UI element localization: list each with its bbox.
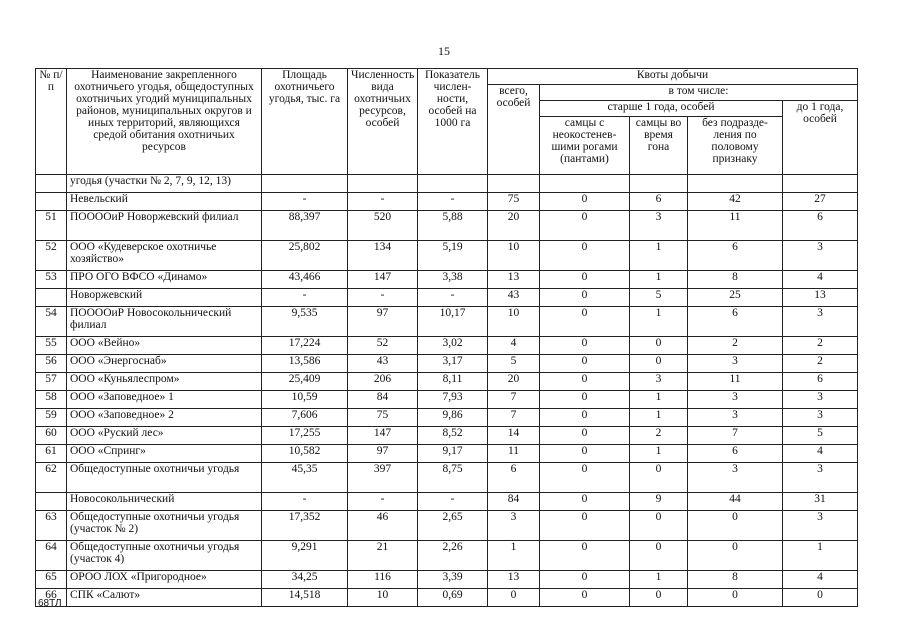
cell-area: 10,582 [262,445,348,463]
cell-c2: 1 [630,307,688,337]
cell-c3 [688,175,783,193]
cell-total: 20 [488,373,540,391]
cell-n: 61 [36,445,67,463]
cell-dens: 0,69 [418,589,488,607]
table-row [36,463,858,493]
cell-dens: 3,39 [418,571,488,589]
cell-area [262,175,348,193]
cell-c2: 1 [630,445,688,463]
cell-name: Новосокольнический [67,493,262,511]
header-count: Численность вида охотничьих ресурсов, особей [348,69,418,175]
cell-dens: - [418,289,488,307]
table-row [36,355,858,373]
cell-name: ООО «Энергоснаб» [67,355,262,373]
cell-c2: 3 [630,373,688,391]
cell-dens: 5,19 [418,241,488,271]
table-row [36,211,858,241]
cell-name: Общедоступные охотничьи угодья (участок № 2) [67,511,262,541]
cell-c4: 31 [783,493,858,511]
table-row [36,571,858,589]
cell-dens: 2,65 [418,511,488,541]
cell-n [36,493,67,511]
cell-c1: 0 [540,427,630,445]
table-row [36,175,858,193]
cell-c1: 0 [540,589,630,607]
cell-c2: 1 [630,241,688,271]
cell-dens: 3,02 [418,337,488,355]
cell-c3: 6 [688,307,783,337]
cell-c4: 3 [783,307,858,337]
cell-c3: 2 [688,337,783,355]
table-row [36,511,858,541]
header-older: старше 1 года, особей [540,101,783,117]
cell-c1: 0 [540,409,630,427]
cell-name: Общедоступные охотничьи угодья (участок 4) [67,541,262,571]
cell-c2: 0 [630,337,688,355]
cell-c1 [540,175,630,193]
cell-c3: 11 [688,211,783,241]
quota-table [35,68,858,607]
cell-c1: 0 [540,373,630,391]
cell-name: ООО «Кудеверское охотничье хозяйство» [67,241,262,271]
cell-c3: 11 [688,373,783,391]
cell-total: 10 [488,307,540,337]
cell-c4: 2 [783,355,858,373]
cell-area: 34,25 [262,571,348,589]
cell-c2: 0 [630,355,688,373]
cell-c4: 4 [783,445,858,463]
cell-name: ООО «Куньялеспром» [67,373,262,391]
cell-c3: 3 [688,463,783,493]
cell-dens: 3,38 [418,271,488,289]
table-row [36,337,858,355]
cell-name: Новоржевский [67,289,262,307]
table-row [36,289,858,307]
cell-c2: 0 [630,589,688,607]
cell-c1: 0 [540,571,630,589]
cell-c3: 8 [688,571,783,589]
cell-count: 134 [348,241,418,271]
table-row [36,391,858,409]
cell-c3: 7 [688,427,783,445]
cell-name: Общедоступные охотничьи угодья [67,463,262,493]
cell-total: 7 [488,409,540,427]
cell-c1: 0 [540,289,630,307]
cell-c4: 3 [783,409,858,427]
cell-area: 17,224 [262,337,348,355]
cell-c1: 0 [540,493,630,511]
cell-n: 55 [36,337,67,355]
cell-total: 0 [488,589,540,607]
cell-count: 397 [348,463,418,493]
cell-c3: 25 [688,289,783,307]
cell-n: 64 [36,541,67,571]
cell-c4: 3 [783,463,858,493]
cell-c2: 9 [630,493,688,511]
cell-c1: 0 [540,307,630,337]
cell-c2: 2 [630,427,688,445]
cell-area: 88,397 [262,211,348,241]
header-name: Наименование закрепленного охотничьего угодья, общедоступных охотничьих угодий муниципальных районов, муниципальных округов и иных территорий, являющихся средой обитания охотничьих ресурсов [67,69,262,175]
page-number: 15 [438,44,450,58]
cell-area: 9,535 [262,307,348,337]
cell-c4: 27 [783,193,858,211]
cell-c1: 0 [540,211,630,241]
cell-total: 84 [488,493,540,511]
cell-area: 43,466 [262,271,348,289]
cell-n: 51 [36,211,67,241]
cell-dens: 8,52 [418,427,488,445]
cell-n: 52 [36,241,67,271]
cell-area: 10,59 [262,391,348,409]
cell-name: ОРОО ЛОХ «Пригородное» [67,571,262,589]
cell-c4: 2 [783,337,858,355]
cell-c4: 6 [783,211,858,241]
cell-dens: 8,75 [418,463,488,493]
cell-c4: 3 [783,391,858,409]
cell-count: 147 [348,271,418,289]
cell-area: - [262,493,348,511]
cell-name: ООО «Заповедное» 1 [67,391,262,409]
header-males-rut: самцы во время гона [630,117,688,175]
cell-name: ПРО ОГО ВФСО «Динамо» [67,271,262,289]
cell-area: 45,35 [262,463,348,493]
cell-count: - [348,193,418,211]
table-row [36,589,858,607]
cell-c2: 6 [630,193,688,211]
cell-c2: 1 [630,571,688,589]
cell-count: 147 [348,427,418,445]
cell-count: 46 [348,511,418,541]
header-including: в том числе: [540,85,858,101]
cell-area: 13,586 [262,355,348,373]
cell-n: 58 [36,391,67,409]
cell-c4: 4 [783,271,858,289]
cell-dens: 10,17 [418,307,488,337]
cell-area: 7,606 [262,409,348,427]
cell-count: 43 [348,355,418,373]
cell-c3: 0 [688,541,783,571]
cell-total: 13 [488,571,540,589]
cell-n: 56 [36,355,67,373]
footer-code: 68ТЛ [38,598,62,609]
cell-dens: 7,93 [418,391,488,409]
cell-n: 66 [36,589,67,607]
cell-c2: 1 [630,391,688,409]
cell-c4: 6 [783,373,858,391]
cell-dens: 5,88 [418,211,488,241]
cell-c1: 0 [540,511,630,541]
cell-count: 10 [348,589,418,607]
cell-c4: 13 [783,289,858,307]
cell-c4: 0 [783,589,858,607]
cell-area: 14,518 [262,589,348,607]
cell-total [488,175,540,193]
header-quotas: Квоты добычи [488,69,858,85]
cell-c1: 0 [540,271,630,289]
cell-c1: 0 [540,241,630,271]
cell-c3: 3 [688,355,783,373]
cell-c4: 5 [783,427,858,445]
cell-total: 13 [488,271,540,289]
cell-c2: 5 [630,289,688,307]
table-body [36,175,858,607]
cell-count: 21 [348,541,418,571]
cell-total: 75 [488,193,540,211]
cell-c1: 0 [540,541,630,571]
cell-dens: - [418,193,488,211]
cell-c4: 3 [783,511,858,541]
cell-dens: 8,11 [418,373,488,391]
cell-total: 11 [488,445,540,463]
cell-area: 25,409 [262,373,348,391]
cell-total: 3 [488,511,540,541]
cell-count: 75 [348,409,418,427]
cell-name: ПООООиР Новосокольнический филиал [67,307,262,337]
cell-n [36,193,67,211]
cell-dens: 3,17 [418,355,488,373]
cell-n: 57 [36,373,67,391]
cell-n: 53 [36,271,67,289]
table-row [36,271,858,289]
cell-total: 6 [488,463,540,493]
cell-total: 43 [488,289,540,307]
cell-n: 63 [36,511,67,541]
cell-count: 97 [348,307,418,337]
cell-count: 52 [348,337,418,355]
cell-count: 520 [348,211,418,241]
table-row [36,541,858,571]
table-row [36,373,858,391]
cell-n: 54 [36,307,67,337]
cell-c2: 1 [630,409,688,427]
cell-c3: 8 [688,271,783,289]
header-no-sex: без подразде-ления по половому признаку [688,117,783,175]
cell-name: ООО «Руский лес» [67,427,262,445]
cell-total: 7 [488,391,540,409]
cell-c1: 0 [540,445,630,463]
cell-dens: 9,86 [418,409,488,427]
cell-total: 20 [488,211,540,241]
table-row [36,409,858,427]
cell-c2: 0 [630,541,688,571]
header-total: всего, особей [488,85,540,175]
cell-c2: 0 [630,511,688,541]
cell-c2: 3 [630,211,688,241]
header-density: Показатель числен-ности, особей на 1000 га [418,69,488,175]
table-row [36,427,858,445]
cell-n: 65 [36,571,67,589]
cell-c4: 4 [783,571,858,589]
cell-c1: 0 [540,391,630,409]
cell-total: 1 [488,541,540,571]
cell-c3: 6 [688,445,783,463]
cell-name: угодья (участки № 2, 7, 9, 12, 13) [67,175,262,193]
cell-dens: 9,17 [418,445,488,463]
cell-dens: - [418,493,488,511]
cell-c3: 3 [688,391,783,409]
table-row [36,307,858,337]
cell-total: 5 [488,355,540,373]
cell-count: - [348,493,418,511]
cell-count: 97 [348,445,418,463]
cell-c3: 0 [688,511,783,541]
header-males-antlers: самцы с неокостенев-шими рогами (пантами) [540,117,630,175]
cell-area: - [262,193,348,211]
cell-area: 9,291 [262,541,348,571]
cell-c3: 44 [688,493,783,511]
cell-count: - [348,289,418,307]
cell-c1: 0 [540,193,630,211]
header-area: Площадь охотничьего угодья, тыс. га [262,69,348,175]
table-row [36,493,858,511]
cell-count [348,175,418,193]
cell-area: 17,352 [262,511,348,541]
cell-c1: 0 [540,463,630,493]
cell-dens: 2,26 [418,541,488,571]
table-row [36,445,858,463]
cell-c1: 0 [540,355,630,373]
cell-count: 116 [348,571,418,589]
header-under1: до 1 года, особей [783,101,858,175]
table-row [36,193,858,211]
cell-n: 62 [36,463,67,493]
cell-name: ООО «Спринг» [67,445,262,463]
cell-c3: 42 [688,193,783,211]
cell-count: 206 [348,373,418,391]
cell-c4: 1 [783,541,858,571]
cell-c2 [630,175,688,193]
cell-area: - [262,289,348,307]
cell-n: 60 [36,427,67,445]
cell-dens [418,175,488,193]
cell-c3: 3 [688,409,783,427]
cell-name: ПООООиР Новоржевский филиал [67,211,262,241]
cell-name: ООО «Вейно» [67,337,262,355]
cell-c3: 0 [688,589,783,607]
cell-c1: 0 [540,337,630,355]
cell-total: 4 [488,337,540,355]
cell-c4: 3 [783,241,858,271]
cell-c2: 1 [630,271,688,289]
cell-area: 17,255 [262,427,348,445]
cell-name: Невельский [67,193,262,211]
cell-n: 59 [36,409,67,427]
cell-c4 [783,175,858,193]
cell-name: СПК «Салют» [67,589,262,607]
cell-count: 84 [348,391,418,409]
cell-n [36,289,67,307]
cell-total: 10 [488,241,540,271]
table-row [36,241,858,271]
cell-n [36,175,67,193]
cell-area: 25,802 [262,241,348,271]
cell-total: 14 [488,427,540,445]
cell-c3: 6 [688,241,783,271]
cell-c2: 0 [630,463,688,493]
header-num: № п/п [36,69,67,175]
cell-name: ООО «Заповедное» 2 [67,409,262,427]
